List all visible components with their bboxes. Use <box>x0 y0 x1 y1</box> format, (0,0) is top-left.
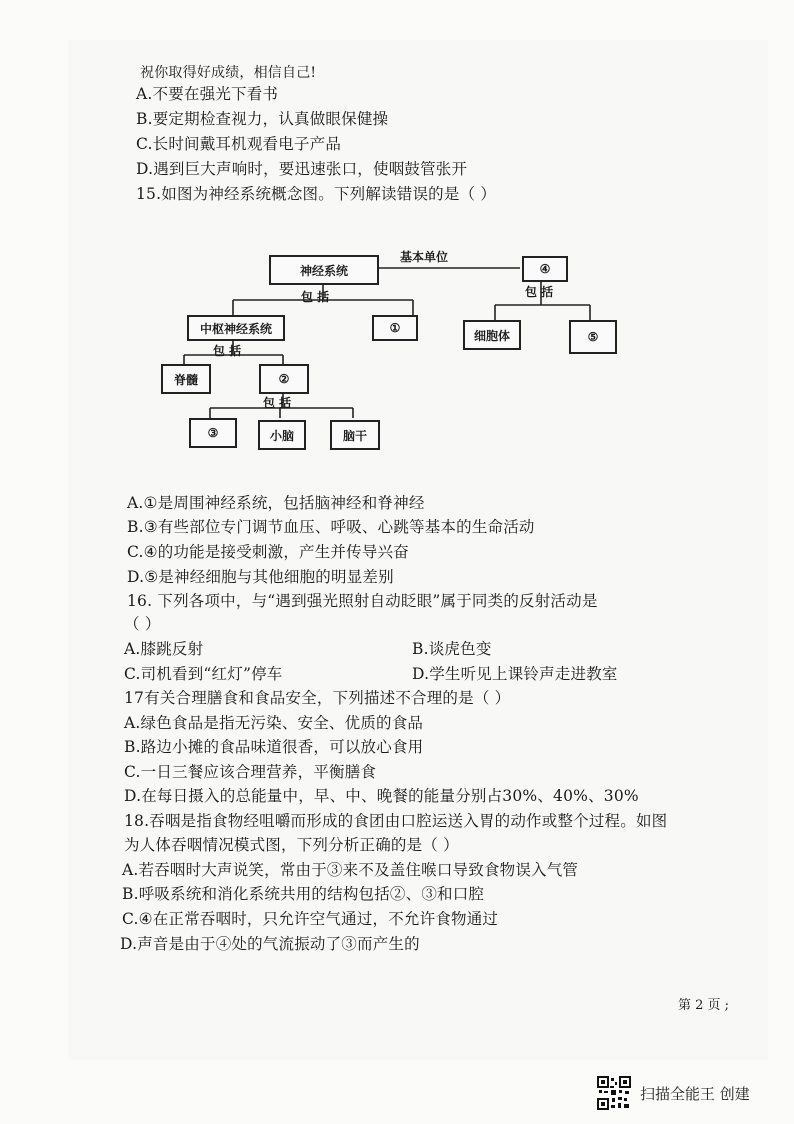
box-3 <box>189 418 237 448</box>
scanner-brand-label: 扫描全能王 创建 <box>640 1085 750 1103</box>
q18-option-c: C.④在正常吞咽时，只允许空气通过，不允许食物通过 <box>122 910 499 928</box>
q15-option-b: B.③有些部位专门调节血压、呼吸、心跳等基本的生命活动 <box>127 518 535 536</box>
box-nervous-system-label: 神经系统 <box>299 263 348 278</box>
box-cell-body <box>463 320 521 350</box>
label-include-2: 包 括 <box>525 285 554 299</box>
q17-option-a: A.绿色食品是指无污染、安全、优质的食品 <box>124 714 424 732</box>
q17-option-b: B.路边小摊的食品味道很香，可以放心食用 <box>124 738 424 756</box>
box-central-label: 中枢神经系统 <box>199 321 272 336</box>
q16-option-b: B.谈虎色变 <box>412 640 492 658</box>
q14-option-a: A.不要在强光下看书 <box>136 85 279 103</box>
label-include-1: 包 括 <box>301 290 330 304</box>
q16-option-c: C.司机看到“红灯”停车 <box>124 665 283 683</box>
box-4-label: ④ <box>539 262 551 276</box>
q18-stem-2: 为人体吞咽情况模式图，下列分析正确的是（ ） <box>124 836 459 854</box>
box-5 <box>569 320 617 354</box>
q17-option-d: D.在每日摄入的总能量中，早、中、晚餐的能量分别占30%、40%、30% <box>124 787 639 805</box>
box-spinal-label: 脊髓 <box>173 372 198 387</box>
q16-option-d: D.学生听见上课铃声走进教室 <box>412 665 618 683</box>
box-central-nervous-system <box>187 315 285 341</box>
box-2-label: ② <box>278 372 290 386</box>
box-brainstem-label: 脑干 <box>342 428 367 443</box>
q17-stem: 17有关合理膳食和食品安全，下列描述不合理的是（ ） <box>124 689 511 707</box>
box-nervous-system <box>269 255 379 285</box>
q14-option-b: B.要定期检查视力，认真做眼保健操 <box>136 110 389 128</box>
box-1-label: ① <box>389 321 401 335</box>
box-3-label: ③ <box>207 426 219 440</box>
q17-option-c: C.一日三餐应该合理营养，平衡膳食 <box>124 763 377 781</box>
box-1 <box>372 315 418 341</box>
q18-option-b: B.呼吸系统和消化系统共用的结构包括②、③和口腔 <box>122 885 485 903</box>
encouragement-text: 祝你取得好成绩，相信自己! <box>140 65 317 81</box>
q15-option-c: C.④的功能是接受刺激，产生并传导兴奋 <box>127 543 409 561</box>
link-basic-unit: 基本单位 <box>400 250 449 264</box>
q16-option-a: A.膝跳反射 <box>124 640 204 658</box>
box-5-label: ⑤ <box>587 330 599 344</box>
q18-option-d: D.声音是由于④处的气流振动了③而产生的 <box>120 935 420 953</box>
box-4 <box>522 256 568 282</box>
box-2 <box>259 364 309 394</box>
q14-option-d: D.遇到巨大声响时，要迅速张口，使咽鼓管张开 <box>136 160 468 178</box>
q15-stem: 15.如图为神经系统概念图。下列解读错误的是（ ） <box>136 185 497 203</box>
box-brainstem <box>330 420 380 450</box>
label-include-3: 包 括 <box>213 344 242 358</box>
label-include-4: 包 括 <box>263 396 292 410</box>
page-number: 第 2 页 ; <box>678 998 730 1013</box>
q15-option-a: A.①是周围神经系统，包括脑神经和脊神经 <box>127 494 425 512</box>
q16-stem: 16. 下列各项中，与“遇到强光照射自动眨眼”属于同类的反射活动是 <box>127 592 598 610</box>
box-cell-body-label: 细胞体 <box>473 328 510 343</box>
box-spinal-cord <box>161 364 211 394</box>
box-cerebellum <box>258 420 306 450</box>
box-cerebellum-label: 小脑 <box>269 428 294 443</box>
q18-stem-1: 18.吞咽是指食物经咀嚼而形成的食团由口腔运送入胃的动作或整个过程。如图 <box>124 812 668 830</box>
q18-option-a: A.若吞咽时大声说笑，常由于③来不及盖住喉口导致食物误入气管 <box>122 861 579 879</box>
q14-option-c: C.长时间戴耳机观看电子产品 <box>136 135 342 153</box>
q15-option-d: D.⑤是神经细胞与其他细胞的明显差别 <box>127 568 394 586</box>
q16-bracket: （ ） <box>124 615 161 633</box>
qr-code-icon <box>597 1076 631 1110</box>
